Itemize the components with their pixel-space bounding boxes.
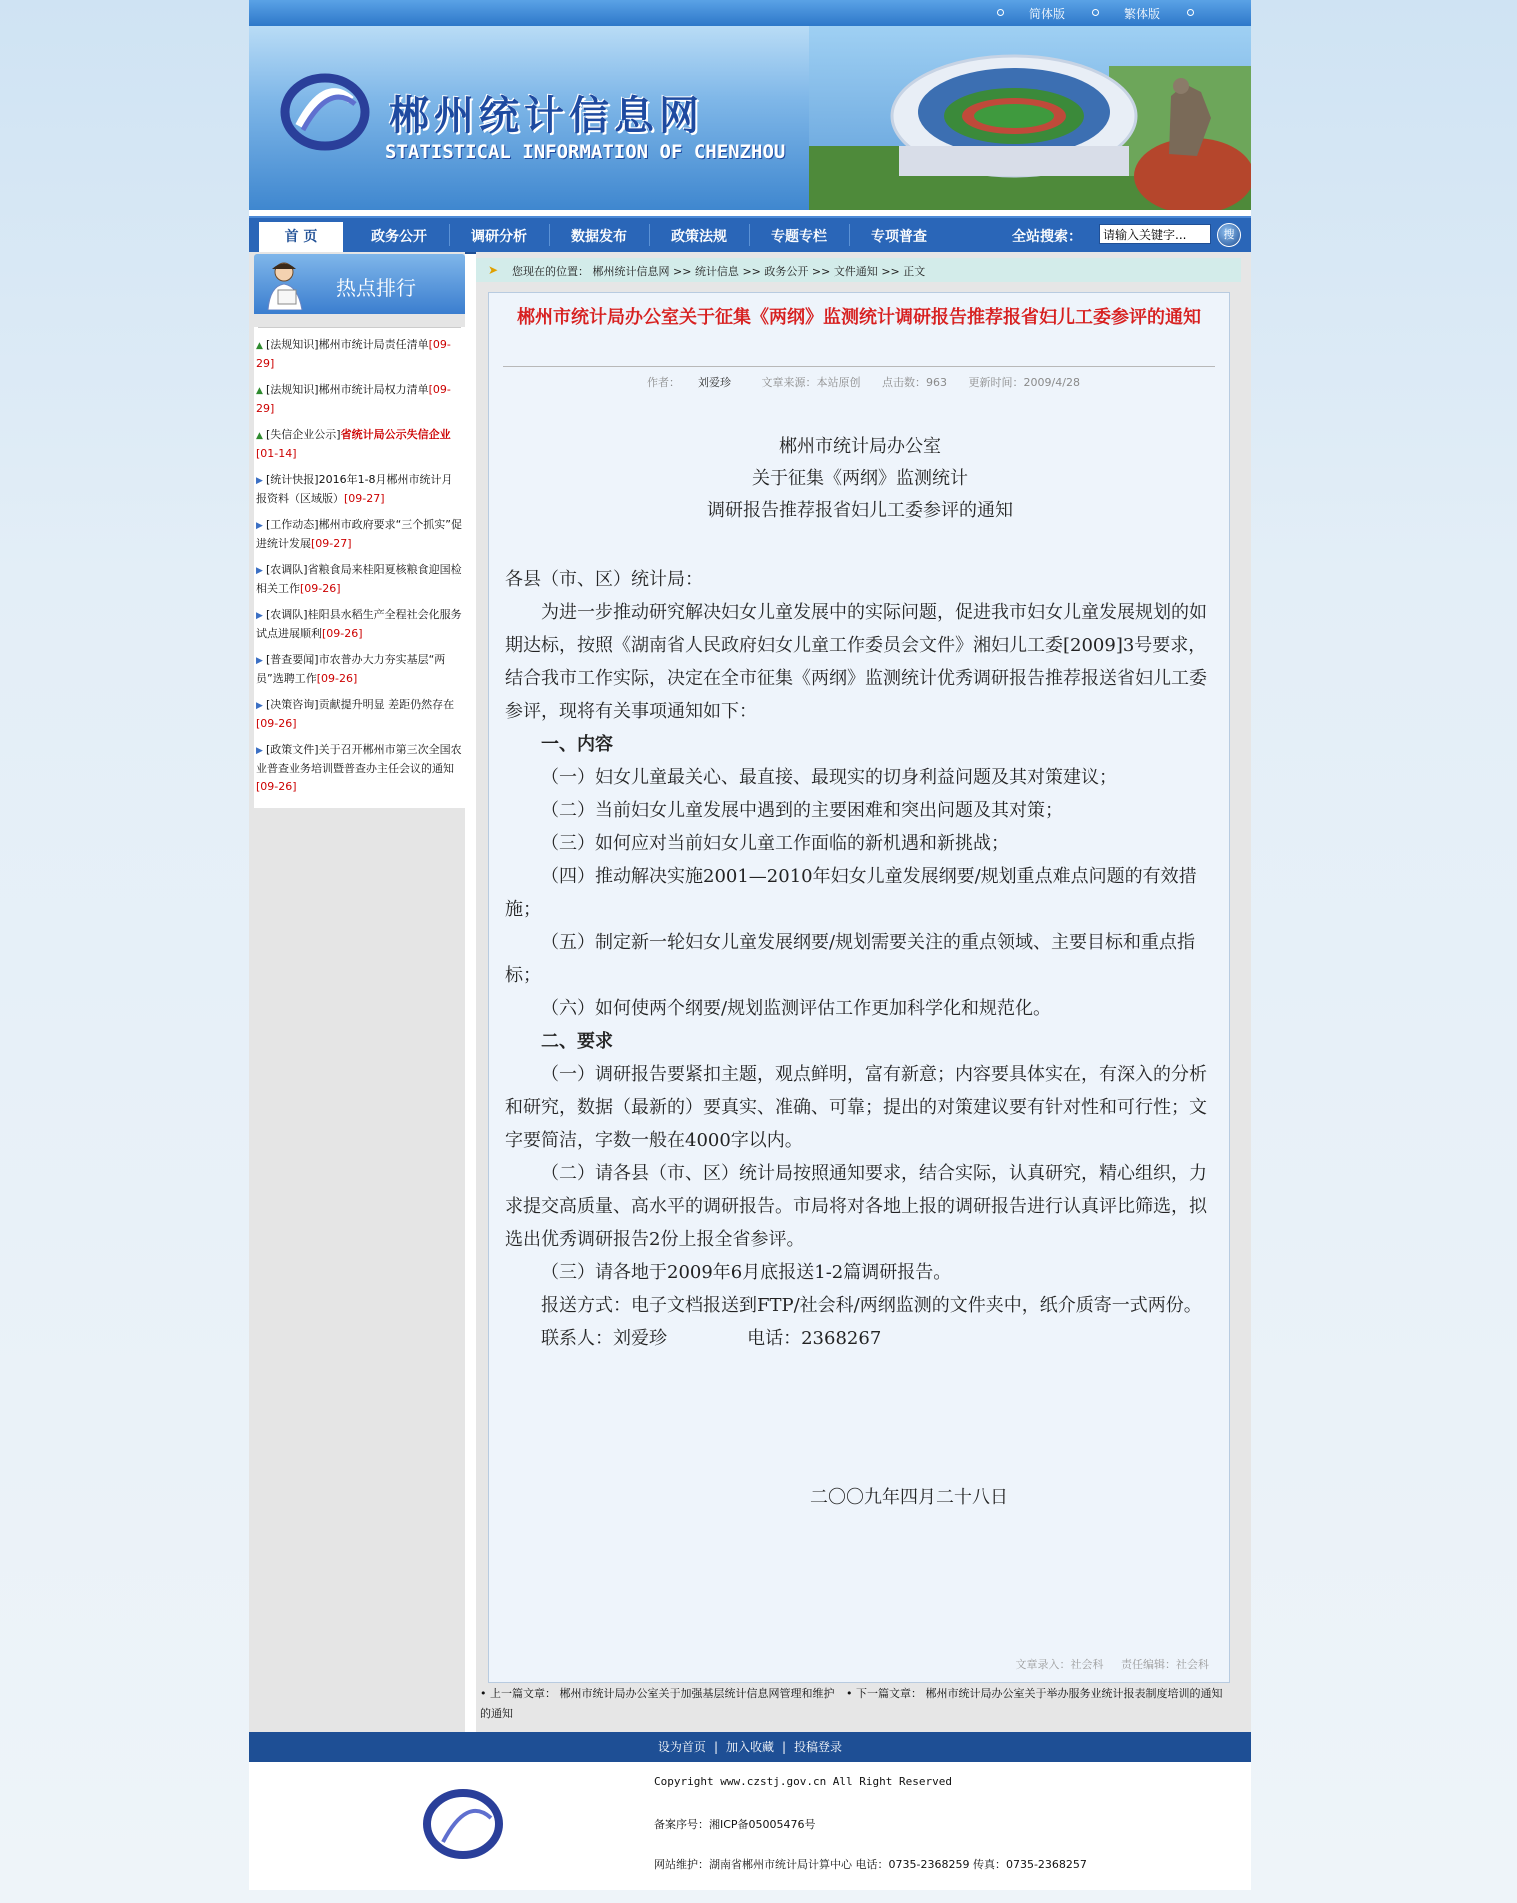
item-title[interactable]: [法规知识]郴州市统计局权力清单	[266, 383, 429, 396]
site-logo-icon	[279, 66, 371, 158]
list-item[interactable]	[254, 606, 465, 643]
top-bar	[249, 0, 1251, 26]
prev-article: • 上一篇文章： 郴州市统计局办公室关于加强基层统计信息网管理和维护的通知	[480, 1687, 835, 1720]
item-date: [09-26]	[256, 780, 297, 793]
stadium-banner-image	[809, 26, 1251, 210]
requirement-item: （一）调研报告要紧扣主题，观点鲜明，富有新意；内容要具体实在，有深入的分析和研究，数据（最新的）要真实、准确、可靠；提出的对策建议要有针对性和可行性；文字要简洁，字数一般在4000字以内。	[505, 1064, 1207, 1151]
list-item[interactable]	[254, 561, 465, 598]
doc-heading-line: 关于征集《两纲》监测统计	[752, 468, 968, 489]
intro-paragraph: 为进一步推动研究解决妇女儿童发展中的实际问题，促进我市妇女儿童发展规划的如期达标，按照《湖南省人民政府妇女儿童工作委员会文件》湘妇儿工委[2009]3号要求，结合我市工作实际，决定在全市征集《两纲》监测统计优秀调研报告推荐报送省妇儿工委参评，现将有关事项通知如下：	[505, 602, 1207, 722]
triangle-bullet-icon: ▲	[256, 341, 263, 351]
item-date: [09-26]	[322, 627, 363, 640]
breadcrumb-notices[interactable]: 文件通知	[833, 265, 878, 278]
item-date: [09-27]	[344, 492, 385, 505]
item-title[interactable]: [农调队]省粮食局来桂阳夏核粮食迎国检相关工作	[256, 563, 462, 595]
breadcrumb-stats[interactable]: 统计信息	[694, 265, 739, 278]
click-count: 点击数：963	[882, 376, 948, 389]
main-content	[476, 252, 1251, 1732]
divider	[503, 366, 1215, 367]
submit-method: 报送方式：电子文档报送到FTP/社会科/两纲监测的文件夹中，纸介质寄一式两份。	[541, 1295, 1202, 1316]
hot-ranking-title: 热点排行	[336, 276, 416, 300]
search-label: 全站搜索：	[1012, 229, 1082, 245]
triangle-bullet-icon: ▲	[256, 431, 263, 441]
banner	[249, 26, 1251, 210]
item-title[interactable]: [政策文件]关于召开郴州市第三次全国农业普查业务培训暨普查办主任会议的通知	[256, 743, 462, 775]
item-title[interactable]: [工作动态]郴州市政府要求“三个抓实”促进统计发展	[256, 518, 462, 550]
notice-date: 二〇〇九年四月二十八日	[810, 1487, 1008, 1508]
footer	[249, 1762, 1251, 1890]
item-date: [09-29]	[256, 383, 451, 415]
item-title[interactable]: [决策咨询]贡献提升明显 差距仍然存在	[266, 698, 455, 711]
breadcrumb-separator-icon: >>	[673, 265, 692, 278]
footer-links-bar: 设为首页 | 加入收藏 | 投稿登录	[249, 1732, 1251, 1762]
update-time: 更新时间：2009/4/28	[968, 376, 1080, 389]
article-footer	[1002, 1656, 1210, 1672]
list-item[interactable]	[254, 471, 465, 508]
list-item[interactable]	[254, 381, 465, 418]
breadcrumb-affairs[interactable]: 政务公开	[764, 265, 809, 278]
item-title[interactable]: [法规知识]郴州市统计局责任清单	[266, 338, 429, 351]
nav-divider	[549, 224, 550, 246]
breadcrumb-separator-icon: >>	[742, 265, 761, 278]
content-item: （一）妇女儿童最关心、最直接、最现实的切身利益问题及其对策建议；	[541, 767, 1117, 788]
item-highlight[interactable]: 省统计局公示失信企业	[340, 428, 451, 441]
breadcrumb-text	[512, 263, 925, 279]
nav-data[interactable]: 数据发布	[571, 229, 627, 245]
article-body	[505, 431, 1215, 1355]
nav-divider	[749, 224, 750, 246]
nav-census[interactable]: 专项普查	[871, 229, 927, 245]
person-reading-icon	[264, 260, 306, 310]
next-label: 下一篇文章：	[856, 1687, 922, 1700]
content-item: （二）当前妇女儿童发展中遇到的主要困难和突出问题及其对策；	[541, 800, 1063, 821]
copyright: Copyright www.czstj.gov.cn All Right Reserved	[654, 1775, 953, 1788]
arrow-bullet-icon: ▶	[256, 476, 263, 486]
nav-affairs[interactable]: 政务公开	[371, 229, 427, 245]
bullet-icon	[1092, 9, 1099, 16]
breadcrumb-current: 正文	[903, 265, 926, 278]
nav-research[interactable]: 调研分析	[471, 229, 527, 245]
add-favorite-link[interactable]: 加入收藏	[725, 1740, 774, 1754]
arrow-bullet-icon: ▶	[256, 521, 263, 531]
bullet-icon	[1187, 9, 1194, 16]
nav-topics[interactable]: 专题专栏	[771, 229, 827, 245]
traditional-link[interactable]: 繁体版	[1124, 7, 1161, 21]
item-date: [09-26]	[316, 672, 358, 685]
hot-ranking-header	[254, 254, 465, 314]
author-label: 作者：	[647, 376, 681, 389]
salutation: 各县（市、区）统计局：	[505, 569, 703, 590]
prev-article-link[interactable]: 郴州市统计局办公室关于加强基层统计信息网管理和维护的通知	[480, 1687, 835, 1720]
nav-policy[interactable]: 政策法规	[671, 229, 727, 245]
content-item: （五）制定新一轮妇女儿童发展纲要/规划需要关注的重点领域、主要目标和重点指标；	[505, 932, 1196, 986]
article-meta	[489, 374, 1229, 390]
breadcrumb	[476, 258, 1241, 282]
arrow-bullet-icon: ▶	[256, 566, 263, 576]
search-button[interactable]: 搜	[1217, 223, 1241, 247]
arrow-bullet-icon: ▶	[256, 611, 263, 621]
footer-logo-icon	[421, 1782, 505, 1866]
list-item[interactable]	[254, 336, 465, 373]
item-date: [09-27]	[311, 537, 352, 550]
arrow-bullet-icon: ▶	[256, 656, 263, 666]
doc-heading-line: 郴州市统计局办公室	[779, 436, 941, 457]
item-title[interactable]: [统计快报]2016年1-8月郴州市统计月报资料（区域版）	[256, 473, 453, 505]
bullet-icon	[997, 9, 1004, 16]
entry-by: 文章录入：社会科	[1015, 1658, 1104, 1671]
hot-ranking-list	[254, 327, 465, 808]
editor: 责任编辑：社会科	[1121, 1658, 1209, 1671]
sidebar	[249, 252, 465, 1732]
list-item[interactable]	[254, 741, 465, 796]
item-date: [09-29]	[256, 338, 451, 370]
set-homepage-link[interactable]: 设为首页	[657, 1740, 706, 1754]
arrow-bullet-icon: ▶	[256, 746, 263, 756]
arrow-icon: ➤	[488, 263, 499, 277]
list-item[interactable]	[254, 651, 465, 688]
item-title[interactable]: [普查要闻]市农普办大力夯实基层“两员”选聘工作	[256, 653, 446, 685]
breadcrumb-label: 您现在的位置：	[512, 265, 589, 278]
item-date: [09-26]	[300, 582, 341, 595]
content-item: （三）如何应对当前妇女儿童工作面临的新机遇和新挑战；	[541, 833, 1009, 854]
list-item[interactable]	[254, 696, 465, 733]
author-name: 刘爱珍	[698, 376, 732, 389]
requirement-item: （三）请各地于2009年6月底报送1-2篇调研报告。	[541, 1262, 952, 1283]
submit-login-link[interactable]: 投稿登录	[794, 1740, 843, 1754]
item-title[interactable]: [农调队]桂阳县水稻生产全程社会化服务试点进展顺利	[256, 608, 462, 640]
article-title: 郴州市统计局办公室关于征集《两纲》监测统计调研报告推荐报省妇儿工委参评的通知	[517, 307, 1201, 328]
doc-heading-line: 调研报告推荐报省妇儿工委参评的通知	[707, 500, 1013, 521]
section-heading: 二、要求	[541, 1031, 613, 1052]
arrow-bullet-icon: ▶	[256, 701, 263, 711]
site-title: 郴州统计信息网	[389, 93, 704, 139]
contact-line: 联系人：刘爱珍 电话：2368267	[541, 1328, 882, 1349]
icp-number: 备案序号：湘ICP备05005476号	[654, 1818, 816, 1831]
nav-divider	[849, 224, 850, 246]
nav-home[interactable]: 首 页	[259, 222, 343, 252]
site-maintenance: 网站维护：湖南省郴州市统计局计算中心 电话：0735-2368259 传真：0735-2368257	[654, 1858, 1087, 1871]
simplified-link[interactable]: 简体版	[1029, 7, 1066, 21]
site-subtitle: STATISTICAL INFORMATION OF CHENZHOU	[385, 141, 786, 163]
next-article-link[interactable]: 郴州市统计局办公室关于举办服务业统计报表制度培训的通知	[925, 1687, 1223, 1700]
breadcrumb-separator-icon: >>	[811, 265, 831, 278]
next-article: • 下一篇文章： 郴州市统计局办公室关于举办服务业统计报表制度培训的通知	[846, 1687, 1223, 1700]
list-item[interactable]	[254, 426, 465, 463]
requirement-item: （二）请各县（市、区）统计局按照通知要求，结合实际，认真研究，精心组织，力求提交高质量、高水平的调研报告。市局将对各地上报的调研报告进行认真评比筛选，拟选出优秀调研报告2份上报全省参评。	[505, 1163, 1207, 1250]
article	[488, 292, 1230, 1683]
divider	[258, 327, 461, 328]
nav-divider	[649, 224, 650, 246]
triangle-bullet-icon: ▲	[256, 386, 263, 396]
item-prefix[interactable]: [失信企业公示]	[266, 428, 341, 441]
search-input[interactable]	[1099, 224, 1211, 244]
list-item[interactable]	[254, 516, 465, 553]
section-heading: 一、内容	[541, 734, 613, 755]
content-item: （六）如何使两个纲要/规划监测评估工作更加科学化和规范化。	[541, 998, 1052, 1019]
item-date: [09-26]	[256, 717, 297, 730]
prev-label: 上一篇文章：	[490, 1687, 556, 1700]
article-source: 文章来源：本站原创	[761, 376, 861, 389]
nav-divider	[449, 224, 450, 246]
content-item: （四）推动解决实施2001—2010年妇女儿童发展纲要/规划重点难点问题的有效措施；	[505, 866, 1197, 920]
main-nav	[249, 216, 1251, 254]
item-date: [01-14]	[256, 447, 297, 460]
breadcrumb-separator-icon: >>	[881, 265, 900, 278]
breadcrumb-home[interactable]: 郴州统计信息网	[592, 265, 670, 278]
page	[249, 0, 1251, 1890]
